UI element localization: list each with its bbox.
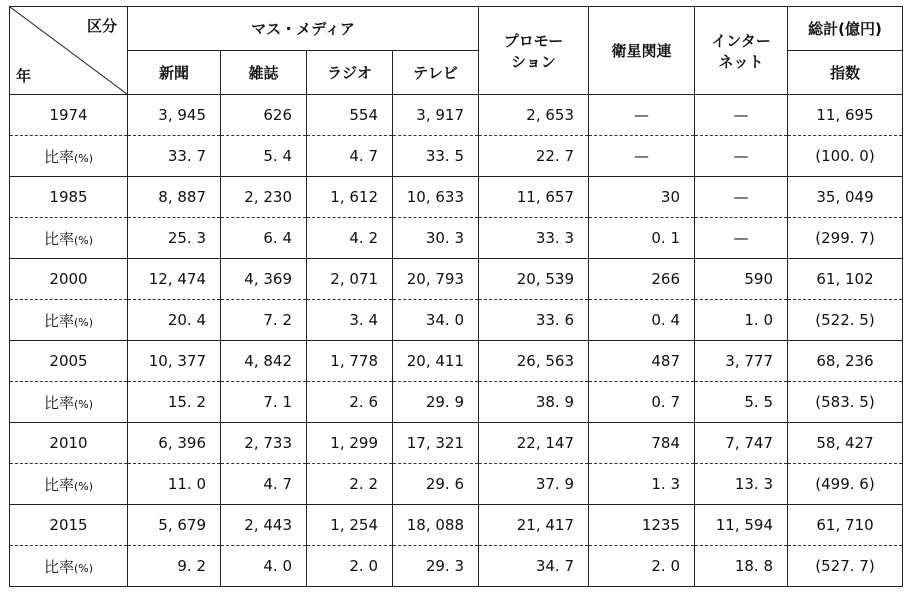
total-value-cell: 58, 427 [788,423,903,464]
radio-value-cell: 2, 071 [307,259,393,300]
television-value-cell: 18, 088 [393,505,479,546]
ratio-label: 比率 [43,475,74,494]
magazine-ratio-cell: 4. 7 [221,464,307,505]
newspaper-value-cell: 8, 887 [128,177,221,218]
table-row [10,382,903,423]
newspaper-ratio-cell: 9. 2 [128,546,221,587]
promotion-ratio-cell: 34. 7 [479,546,589,587]
total-ratio-cell: (522. 5) [788,300,903,341]
total-ratio-cell: (100. 0) [788,136,903,177]
magazine-ratio-cell: 4. 0 [221,546,307,587]
total-ratio-cell: (583. 5) [788,382,903,423]
satellite-ratio-cell: 0. 7 [589,382,695,423]
newspaper-ratio-cell: 11. 0 [128,464,221,505]
ratio-label-cell [10,136,128,177]
radio-value-cell: 1, 612 [307,177,393,218]
television-ratio-cell: 34. 0 [393,300,479,341]
table-row [10,259,903,300]
radio-ratio-cell: 2. 2 [307,464,393,505]
table-row [10,177,903,218]
internet-value-cell: — [695,177,788,218]
table-row [10,341,903,382]
total-ratio-cell: (499. 6) [788,464,903,505]
internet-ratio-cell: 13. 3 [695,464,788,505]
newspaper-ratio-cell: 25. 3 [128,218,221,259]
year-label: 年 [16,67,32,85]
magazine-ratio-cell: 7. 1 [221,382,307,423]
promotion-value-cell: 20, 539 [479,259,589,300]
newspaper-ratio-cell: 33. 7 [128,136,221,177]
radio-value-cell: 1, 299 [307,423,393,464]
satellite-value-cell: 30 [589,177,695,218]
ratio-label-cell [10,382,128,423]
promotion-value-cell: 21, 417 [479,505,589,546]
internet-ratio-cell: — [695,136,788,177]
total-ratio-cell: (299. 7) [788,218,903,259]
ratio-label: 比率 [43,147,74,166]
satellite-header: 衛星関連 [589,7,695,95]
year-cell: 2015 [10,505,128,546]
ratio-unit: (%) [73,233,94,247]
table-row [10,423,903,464]
table-row [10,464,903,505]
television-ratio-cell: 29. 6 [393,464,479,505]
year-cell: 2005 [10,341,128,382]
radio-ratio-cell: 2. 0 [307,546,393,587]
television-value-cell: 20, 793 [393,259,479,300]
ratio-label: 比率 [43,229,74,248]
ratio-unit: (%) [73,561,94,575]
satellite-ratio-cell: 1. 3 [589,464,695,505]
television-ratio-cell: 29. 3 [393,546,479,587]
promotion-header-line1: プロモー [503,31,564,50]
newspaper-ratio-cell: 20. 4 [128,300,221,341]
newspaper-value-cell: 12, 474 [128,259,221,300]
internet-ratio-cell: 5. 5 [695,382,788,423]
television-header: テレビ [393,51,479,95]
table-row [10,546,903,587]
internet-value-cell: — [695,95,788,136]
internet-value-cell: 3, 777 [695,341,788,382]
newspaper-header: 新聞 [128,51,221,95]
television-ratio-cell: 29. 9 [393,382,479,423]
ratio-unit: (%) [73,151,94,165]
newspaper-value-cell: 3, 945 [128,95,221,136]
table-row [10,136,903,177]
magazine-value-cell: 626 [221,95,307,136]
satellite-value-cell: — [589,95,695,136]
promotion-header [479,7,589,95]
internet-value-cell: 11, 594 [695,505,788,546]
ratio-label-cell [10,300,128,341]
promotion-ratio-cell: 37. 9 [479,464,589,505]
radio-ratio-cell: 4. 7 [307,136,393,177]
radio-value-cell: 554 [307,95,393,136]
promotion-ratio-cell: 33. 3 [479,218,589,259]
table-row [10,505,903,546]
radio-value-cell: 1, 778 [307,341,393,382]
total-header: 総計(億円) [788,7,903,51]
total-value-cell: 61, 102 [788,259,903,300]
satellite-value-cell: 1235 [589,505,695,546]
promotion-ratio-cell: 22. 7 [479,136,589,177]
internet-header-line2: ネット [718,52,764,71]
promotion-value-cell: 2, 653 [479,95,589,136]
table-body [10,95,903,587]
satellite-value-cell: 487 [589,341,695,382]
magazine-ratio-cell: 5. 4 [221,136,307,177]
promotion-value-cell: 26, 563 [479,341,589,382]
internet-ratio-cell: — [695,218,788,259]
radio-value-cell: 1, 254 [307,505,393,546]
table-row [10,300,903,341]
television-ratio-cell: 33. 5 [393,136,479,177]
table-row [10,95,903,136]
category-label: 区分 [86,17,117,35]
total-value-cell: 68, 236 [788,341,903,382]
internet-ratio-cell: 1. 0 [695,300,788,341]
promotion-ratio-cell: 33. 6 [479,300,589,341]
internet-value-cell: 590 [695,259,788,300]
television-value-cell: 10, 633 [393,177,479,218]
internet-header-line1: インター [711,31,771,50]
television-value-cell: 20, 411 [393,341,479,382]
total-value-cell: 35, 049 [788,177,903,218]
radio-ratio-cell: 4. 2 [307,218,393,259]
satellite-ratio-cell: 0. 4 [589,300,695,341]
magazine-value-cell: 2, 230 [221,177,307,218]
newspaper-value-cell: 10, 377 [128,341,221,382]
newspaper-value-cell: 6, 396 [128,423,221,464]
magazine-value-cell: 4, 842 [221,341,307,382]
table-row [10,218,903,259]
total-ratio-cell: (527. 7) [788,546,903,587]
ratio-unit: (%) [73,479,94,493]
radio-header: ラジオ [307,51,393,95]
internet-header [695,7,788,95]
promotion-ratio-cell: 38. 9 [479,382,589,423]
ratio-label-cell [10,546,128,587]
promotion-value-cell: 22, 147 [479,423,589,464]
magazine-header: 雑誌 [221,51,307,95]
magazine-value-cell: 2, 443 [221,505,307,546]
satellite-ratio-cell: 2. 0 [589,546,695,587]
ratio-label: 比率 [43,557,74,576]
promotion-value-cell: 11, 657 [479,177,589,218]
ratio-label: 比率 [43,393,74,412]
ratio-label-cell [10,464,128,505]
ratio-unit: (%) [73,315,94,329]
total-value-cell: 11, 695 [788,95,903,136]
magazine-ratio-cell: 6. 4 [221,218,307,259]
television-value-cell: 17, 321 [393,423,479,464]
television-ratio-cell: 30. 3 [393,218,479,259]
magazine-value-cell: 4, 369 [221,259,307,300]
satellite-value-cell: 784 [589,423,695,464]
satellite-value-cell: 266 [589,259,695,300]
corner-header-cell [10,7,128,95]
satellite-ratio-cell: 0. 1 [589,218,695,259]
radio-ratio-cell: 2. 6 [307,382,393,423]
index-header: 指数 [788,51,903,95]
newspaper-value-cell: 5, 679 [128,505,221,546]
internet-value-cell: 7, 747 [695,423,788,464]
television-value-cell: 3, 917 [393,95,479,136]
year-cell: 2000 [10,259,128,300]
satellite-ratio-cell: — [589,136,695,177]
ratio-label: 比率 [43,311,74,330]
year-cell: 1974 [10,95,128,136]
year-cell: 1985 [10,177,128,218]
ratio-unit: (%) [73,397,94,411]
mass-media-header: マス・メディア [128,7,479,51]
magazine-ratio-cell: 7. 2 [221,300,307,341]
newspaper-ratio-cell: 15. 2 [128,382,221,423]
total-value-cell: 61, 710 [788,505,903,546]
year-cell: 2010 [10,423,128,464]
radio-ratio-cell: 3. 4 [307,300,393,341]
ad-expenditure-table [9,6,903,587]
internet-ratio-cell: 18. 8 [695,546,788,587]
promotion-header-line2: ション [511,52,556,71]
magazine-value-cell: 2, 733 [221,423,307,464]
ratio-label-cell [10,218,128,259]
